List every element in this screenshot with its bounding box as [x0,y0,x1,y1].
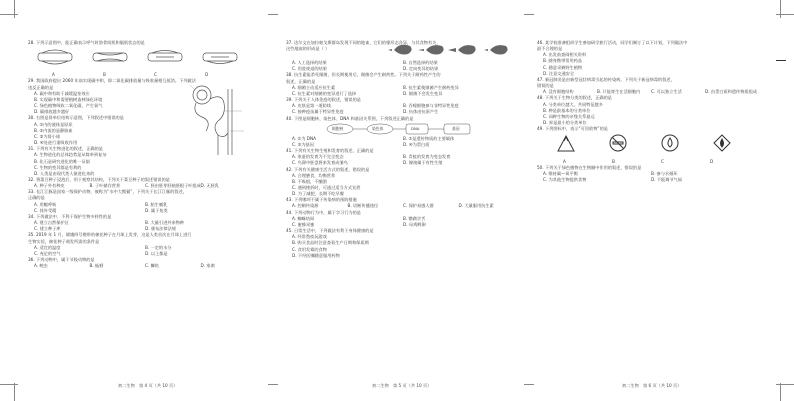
option: B. 自然选择的结果 [403,60,438,66]
option: C. 鲫鱼 [145,263,159,269]
option: A. 维持碳—氧平衡 [543,170,578,176]
crop-mark [268,384,278,385]
option: D. 定向变异的结果 [403,66,439,72]
option: D. 嫁接属于有性生殖 [403,160,443,166]
option-label: C [661,158,664,164]
nephron-diagram [188,81,254,157]
diagram-label: 细胞核 [332,125,344,131]
option: C. 食用发霉的食物 [292,246,327,252]
page-footer-middle: 初二生物 第 5 页（共 10 页） [372,383,432,388]
question-36: 36. 下列动物中，属于节肢动物的是 [28,257,95,262]
option-label: B [612,158,615,164]
options-row [28,208,256,214]
question-38: 38. 抗生素能杀死细菌，但长期使用后，细菌会产生耐药性。下列关于耐药性产生的 [286,72,441,78]
options-row [537,177,759,183]
option: A. 控制传染源 [292,203,319,209]
question-28: 28. 下列示意图中，能正确表示呼气时肋骨间肌和膈肌状态的是 [28,40,145,45]
option: A. 没有细胞结构 [543,89,574,95]
option: C. 抗生素对细菌的变异进行了选择 [292,90,357,96]
option-label: B [103,72,106,78]
option: B. 只能寄生在活细胞内 [597,89,641,95]
option-label: C [154,72,157,78]
option: B. 切断传播途径 [347,203,379,209]
option: B. 青蛙的发育为变态发育 [403,154,451,160]
water-saving-icon [662,135,678,151]
options-row [286,160,514,166]
options-row [286,109,514,115]
column-1 [28,40,256,269]
option: D. 大量服用抗生素 [458,203,494,209]
option: C. 蜜蜂采蜜 [292,221,315,227]
page-footer-left: 初二生物 第 4 页（共 10 页） [118,383,178,388]
question-45: 45. 日常生活中，下列做法有利于身体健康的是 [286,228,374,234]
option-label: A [563,158,566,164]
option: B. 化石是研究进化的唯一证据 [34,158,90,164]
option: A. 蝗虫 [34,263,48,269]
recycle-icon [558,136,574,151]
question-47-cont: 错误的是 [537,83,554,89]
question-46-cont: 最不合理的是 [537,46,563,52]
question-46: 46. 某学校准备组织学生参加研学旅行活动，同学们制订了以下计划，下列做法中 [537,40,688,45]
crop-mark [780,383,781,401]
crop-mark [780,0,781,18]
crop-mark [776,384,794,385]
option: D. 抗体由抗原产生 [403,109,439,115]
option: C. 胚由胚芽胚轴胚根子叶组成 [145,183,201,189]
crop-mark [14,0,15,18]
question-39: 39. 下列关于人体免疫的叙述，错误的是 [286,97,361,103]
option: D. ④为蛋白质 [403,141,430,147]
option: C. 可以独立生活 [651,89,682,95]
option: D. 注意交通安全 [543,70,575,76]
question-44: 44. 下列动物行为中，属于学习行为的是 [286,209,361,215]
crop-mark [268,14,278,15]
option: A. 碳中和有助于减缓温室效应 [34,90,90,96]
option: B. 吞噬细胞参与非特异性免疫 [403,103,459,109]
question-29-cont: 违反正确的是 [28,84,54,90]
option: D. 由蛋白质和遗传物质组成 [705,89,757,95]
option: D. 母鸡孵卵 [403,221,426,227]
question-49: 49. 下列图标中，表示“可回收物”的是 [537,126,608,132]
option: D. 属于鱼类 [145,207,168,213]
question-48: 48. 下列关于生物分类的叙述，正确的是 [537,95,612,101]
crop-mark [0,384,18,385]
crop-mark [524,384,534,385]
q49-option-labels [537,159,759,165]
option: A. ①为 DNA [292,135,316,141]
option: D. 颁布法律法规 [145,226,177,232]
option: B. 实现碳中和需要植树造林绿化环境 [34,96,103,102]
question-32: 32. 将菜豆种子浸泡后，用于观察其结构，下列关于菜豆种子的叙述错误的是 [28,176,170,182]
question-34: 34. 下列做法中，不利于保护生物多样性的是 [28,213,112,219]
option: D. 为了减肥，长期不吃早餐 [292,191,344,197]
option: D. 人类是由现代类人猿进化来的 [34,170,95,176]
option-label: D [710,158,714,164]
option: A. 用鳃呼吸 [34,201,57,207]
page-edge-mark [776,60,786,61]
gene-relationship-diagram [326,123,514,135]
crop-mark [524,14,534,15]
option: D. 家鸽 [200,263,215,269]
option: D. ④处进行重吸收作用 [34,140,78,146]
question-50: 50. 下列关于绿色植物在生物圈中作用的叙述，错误的是 [537,164,642,170]
option: B. 一定的水分 [145,244,172,250]
question-29: 29. 我国政府提出 2060 年前实现碳中和，即二氧化碳排放量与吸收量相互抵消。下列做法 [28,78,196,84]
option: C. 生物的变异都是有利的 [34,164,82,170]
question-33-cont: 正确的是 [28,195,45,201]
option: C. 体外受精 [34,207,57,213]
option: C. 用进废退的结果 [292,66,327,72]
option: C. 建立种子库 [34,226,61,232]
option: D. 细菌不会发生变异 [403,90,443,96]
option: C. 充足的空气 [34,250,61,256]
flammable-icon [714,135,730,151]
option: C. ③为肾小球 [34,133,61,139]
option: A. ①内的液体是原尿 [34,121,73,127]
option: A. 人工选择的结果 [292,60,327,66]
question-33: 33. 长江江豚是国家一级保护动物，被称为“水中大熊猫”，下列关于长江江豚的叙述， [28,189,187,195]
question-37-cont: 这些地雀的形成是（ ） [286,46,330,52]
crop-mark [776,14,794,15]
option: A. 蜘蛛结网 [292,215,315,221]
option: B. 大量引进外来物种 [145,220,185,226]
question-37: 37. 达尔文在加拉帕戈斯群岛发现不同的地雀，它们的喙形态各异，与其食物有关， [286,40,441,45]
option: B. 购买食品时注意查看生产日期和保质期 [292,240,369,246]
finch-beaks-figure [390,40,514,60]
question-30: 30. 右图是肾单位结构示意图，下列叙述中错误的是 [28,115,124,121]
option: A. 种子外有种皮 [34,183,65,189]
q49-icons [537,133,759,157]
column-3 [537,40,759,183]
question-31: 31. 下列有关生物进化的叙述，正确的是 [28,146,103,152]
option: B. 随身携带常用药品 [543,58,583,64]
crop-mark [14,383,15,401]
option: A. 生物进化的总体趋势是从简单到复杂 [34,152,107,158]
option: B. 抗生素使细菌产生耐药变异 [403,84,459,90]
option: B. 种是最基本的分类单位 [543,107,591,113]
option: A. 适宜的温度 [34,244,61,250]
diagram-label: 染色体 [372,125,384,131]
option: C. 为其他生物提供食物 [543,176,587,182]
question-43: 43. 下列哪项不属于传染病的预防措施 [286,197,357,203]
question-41: 41. 下列有关生物生殖和发育的叙述，正确的是 [286,148,374,154]
question-40: 40. 下图是细胞核、染色体、DNA 和基因关系图，下列叙述正确的是 [286,115,414,121]
no-smoking-icon [610,135,626,151]
question-42: 42. 下列有关健康生活方式的叙述，错误的是 [286,166,370,172]
option: C. 随意采摘野生植物 [543,64,583,70]
crop-mark [0,14,18,15]
option: A. 家蚕的发育为不完全变态 [292,154,344,160]
option: D. 界是最小的分类单位 [543,120,587,126]
option: C. 绿色植物吸收二氧化碳，产生氧气 [34,103,103,109]
option: B. ②是遗传物质的主要载体 [403,135,455,141]
option: A. 出发前查阅相关资料 [543,52,587,58]
option: B. ②内流的是静脉血 [34,127,73,133]
option: B. 子叶储存营养 [89,183,121,189]
option-label: A [52,72,55,78]
option: B. 鹦鹉学舌 [403,215,426,221]
option: A. 细菌主动适应抗生素 [292,84,336,90]
option: C. 遇到挫折时，可通过适当方式宣泄 [292,184,361,190]
option: D. 不能调节气候 [651,176,683,182]
option-label: D [205,72,209,78]
question-47: 47. 新冠肺炎是由新型冠状病毒引起的传染病，下列关于新冠病毒的叙述， [537,76,675,82]
option: A. 皮肤是第一道防线 [292,103,331,109]
column-2 [286,40,514,259]
diagram-label: DNA [411,125,420,131]
option: C. 同种生物的亲缘关系最远 [543,113,595,119]
option: B. 不吸烟，不酗酒 [292,178,327,184]
option: A. 分类单位越大，共同特征越多 [543,101,603,107]
option: D. 无胚乳 [200,183,219,189]
options-row [286,203,514,209]
option: B. 参与水循环 [651,170,678,176]
question-35-cont: 生物实验，棉花种子萌发所需的条件是 [28,238,100,244]
option: A. 经常熬夜玩游戏 [292,234,327,240]
diagram-label: 基因 [452,125,460,131]
option: C. 鸟卵中胚盘将来发育成雏鸟 [292,160,348,166]
option: D. 以上都是 [145,250,168,256]
question-35: 35. 2019 年 1 月，嫦娥四号携带的棉花种子在月球上发芽，这是人类首次在月球上进行 [28,232,192,238]
option: A. 建立自然保护区 [34,220,69,226]
option: C. 保护易感人群 [403,203,434,209]
page-footer-right: 初二生物 第 6 页（共 10 页） [622,383,682,388]
option: D. 碳排放越多越好 [34,109,70,115]
option: D. 不经医嘱随意服用药物 [292,252,340,258]
option: B. 胎生哺乳 [145,201,168,207]
option: C. 接种疫苗属于特异性免疫 [292,109,344,115]
q28-figure [28,47,256,71]
option: B. 蚯蚓 [89,263,104,269]
options-row [28,263,256,269]
option: A. 合理膳食，均衡营养 [292,172,336,178]
option: C. ③为基因 [292,141,314,147]
question-38-cont: 叙述，正确的是 [286,78,316,84]
